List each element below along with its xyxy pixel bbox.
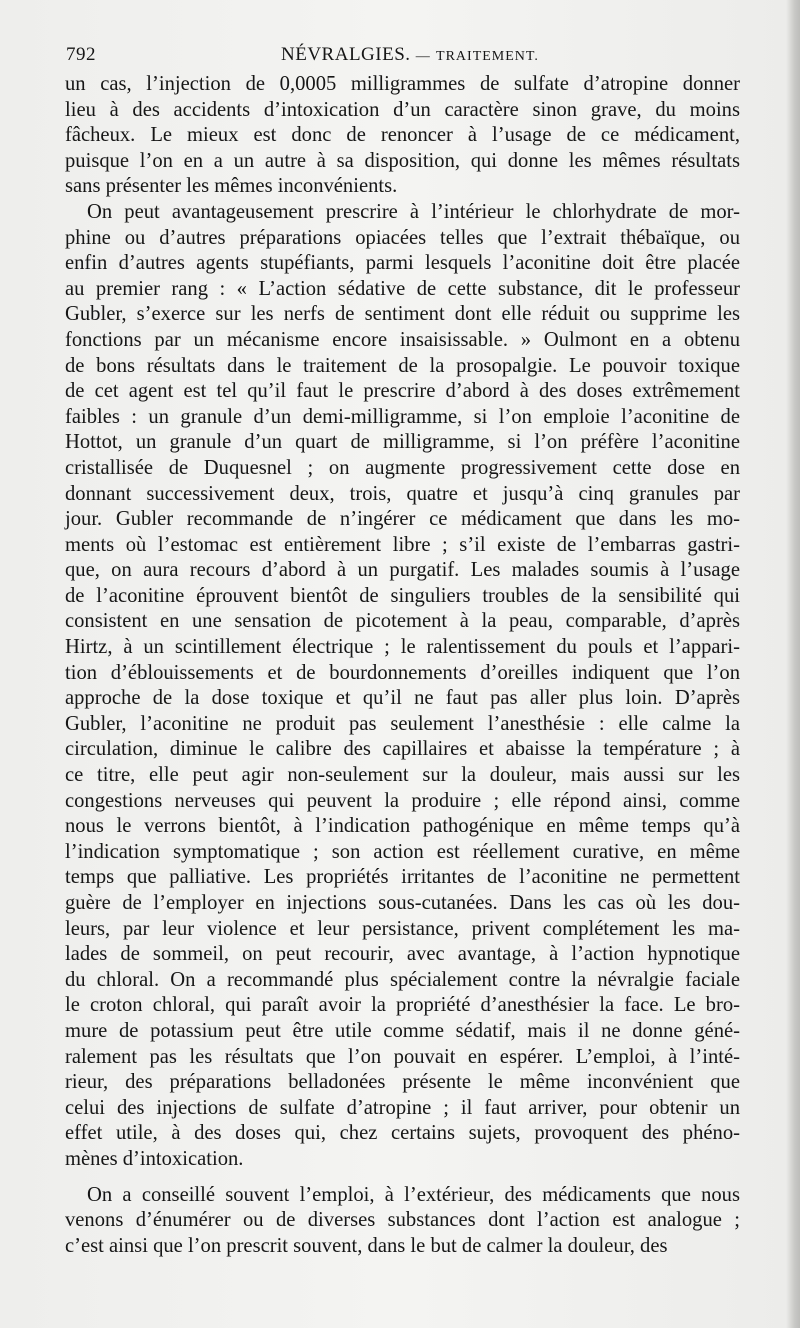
text-line: un cas, l’injection de 0,0005 milligrammes de sulfate d’atropine donner xyxy=(65,73,740,95)
text-line: ce titre, elle peut agir non-seulement sur la douleur, mais aussi sur les xyxy=(65,764,740,787)
running-section: TRAITEMENT. xyxy=(436,49,539,64)
text-line: phine ou d’autres préparations opiacées telles que l’extrait thébaïque, ou xyxy=(65,226,740,249)
text-line: lieu à des accidents d’intoxication d’un caractère sinon grave, du moins xyxy=(65,98,740,121)
text-line: On a conseillé souvent l’emploi, à l’extérieur, des médicaments que nous xyxy=(87,1183,740,1206)
text-line: guère de l’employer en injections sous-cutanées. Dans les cas où les dou- xyxy=(65,892,740,914)
text-line: de bons résultats dans le traitement de la prosopalgie. Le pouvoir toxique xyxy=(65,354,740,377)
text-line: ments où l’estomac est entièrement libre ; s’il existe de l’embarras gastri- xyxy=(65,533,740,556)
text-line: Hottot, un granule d’un quart de milligramme, si l’on préfère l’aconitine xyxy=(65,431,740,454)
text-line: circulation, diminue le calibre des capillaires et abaisse la température ; à xyxy=(65,738,740,761)
text-line: donnant successivement deux, trois, quatre et jusqu’à cinq granules par xyxy=(65,482,740,505)
paragraph xyxy=(65,72,740,200)
paragraph-gap xyxy=(65,1173,740,1183)
text-line: l’indication symptomatique ; son action est réellement curative, en même xyxy=(65,840,740,863)
text-line: celui des injections de sulfate d’atropine ; il faut arriver, pour obtenir un xyxy=(65,1096,740,1119)
text-line: nous le verrons bientôt, à l’indication pathogénique en même temps qu’à xyxy=(65,815,740,838)
text-line: approche de la dose toxique et qu’il ne faut pas aller plus loin. D’après xyxy=(65,687,740,710)
text-line: mure de potassium peut être utile comme sédatif, mais il ne donne géné- xyxy=(65,1019,740,1042)
text-line: tion d’éblouissements et de bourdonnements d’oreilles indiquent que l’on xyxy=(65,661,740,684)
text-line: c’est ainsi que l’on prescrit souvent, dans le but de calmer la douleur, des xyxy=(65,1234,668,1257)
text-line: Hirtz, à un scintillement électrique ; le ralentissement du pouls et l’appari- xyxy=(65,636,740,659)
text-line: mènes d’intoxication. xyxy=(65,1147,244,1170)
text-line: Gubler, l’aconitine ne produit pas seulement l’anesthésie : elle calme la xyxy=(65,712,740,735)
text-line: cristallisée de Duquesnel ; on augmente progressivement cette dose en xyxy=(65,456,740,479)
text-line: faibles : un granule d’un demi-milligramme, si l’on emploie l’aconitine de xyxy=(65,405,740,428)
text-line: temps que palliative. Les propriétés irritantes de l’aconitine ne permettent xyxy=(65,866,740,889)
text-line: de l’aconitine éprouvent bientôt de singuliers troubles de la sensibilité qui xyxy=(65,584,740,607)
paragraph xyxy=(65,1183,740,1260)
text-line: le croton chloral, qui paraît avoir la propriété d’anesthésier la face. Le bro- xyxy=(65,994,740,1017)
page-edge-shadow xyxy=(786,0,800,1328)
text-line: de cet agent est tel qu’il faut le prescrire d’abord à des doses extrêmement xyxy=(65,380,740,403)
body-text xyxy=(65,72,740,1259)
text-line: sans présenter les mêmes inconvénients. xyxy=(65,175,398,198)
page-number: 792 xyxy=(66,44,96,65)
page-header xyxy=(66,44,740,68)
text-line: du chloral. On a recommandé plus spécialement contre la névralgie faciale xyxy=(65,968,740,991)
text-line: que, on aura recours d’abord à un purgatif. Les malades soumis à l’usage xyxy=(65,559,740,582)
text-line: au premier rang : « L’action sédative de cette substance, dit le professeur xyxy=(65,277,740,300)
text-line: fâcheux. Le mieux est donc de renoncer à l’usage de ce médicament, xyxy=(65,124,740,147)
text-line: ralement pas les résultats que l’on pouvait en espérer. L’emploi, à l’inté- xyxy=(65,1045,740,1068)
text-line: puisque l’on en a un autre à sa disposition, qui donne les mêmes résultats xyxy=(65,149,740,172)
text-line: jour. Gubler recommande de n’ingérer ce médicament que dans les mo- xyxy=(65,508,740,531)
text-line: enfin d’autres agents stupéfiants, parmi lesquels l’aconitine doit être placée xyxy=(65,252,740,275)
text-line: leurs, par leur violence et leur persistance, privent complétement les ma- xyxy=(65,917,740,940)
text-line: venons d’énumérer ou de diverses substances dont l’action est analogue ; xyxy=(65,1209,740,1232)
text-line: consistent en une sensation de picotement à la peau, comparable, d’après xyxy=(65,610,740,633)
text-line: congestions nerveuses qui peuvent la produire ; elle répond ainsi, comme xyxy=(65,789,740,812)
text-line: fonctions par un mécanisme encore insaisissable. » Oulmont en a obtenu xyxy=(65,328,740,351)
text-line: rieur, des préparations belladonées présente le même inconvénient que xyxy=(65,1071,740,1094)
text-line: lades de sommeil, on peut recourir, avec avantage, à l’action hypnotique xyxy=(65,943,740,966)
running-head xyxy=(281,44,539,66)
text-line: Gubler, s’exerce sur les nerfs de sentiment dont elle réduit ou supprime les xyxy=(65,303,740,326)
running-title: NÉVRALGIES. xyxy=(281,44,411,65)
running-separator: — xyxy=(415,49,431,64)
paragraph xyxy=(65,200,740,1173)
text-line: effet utile, à des doses qui, chez certains sujets, provoquent des phéno- xyxy=(65,1122,740,1145)
text-line: On peut avantageusement prescrire à l’intérieur le chlorhydrate de mor- xyxy=(87,200,740,223)
